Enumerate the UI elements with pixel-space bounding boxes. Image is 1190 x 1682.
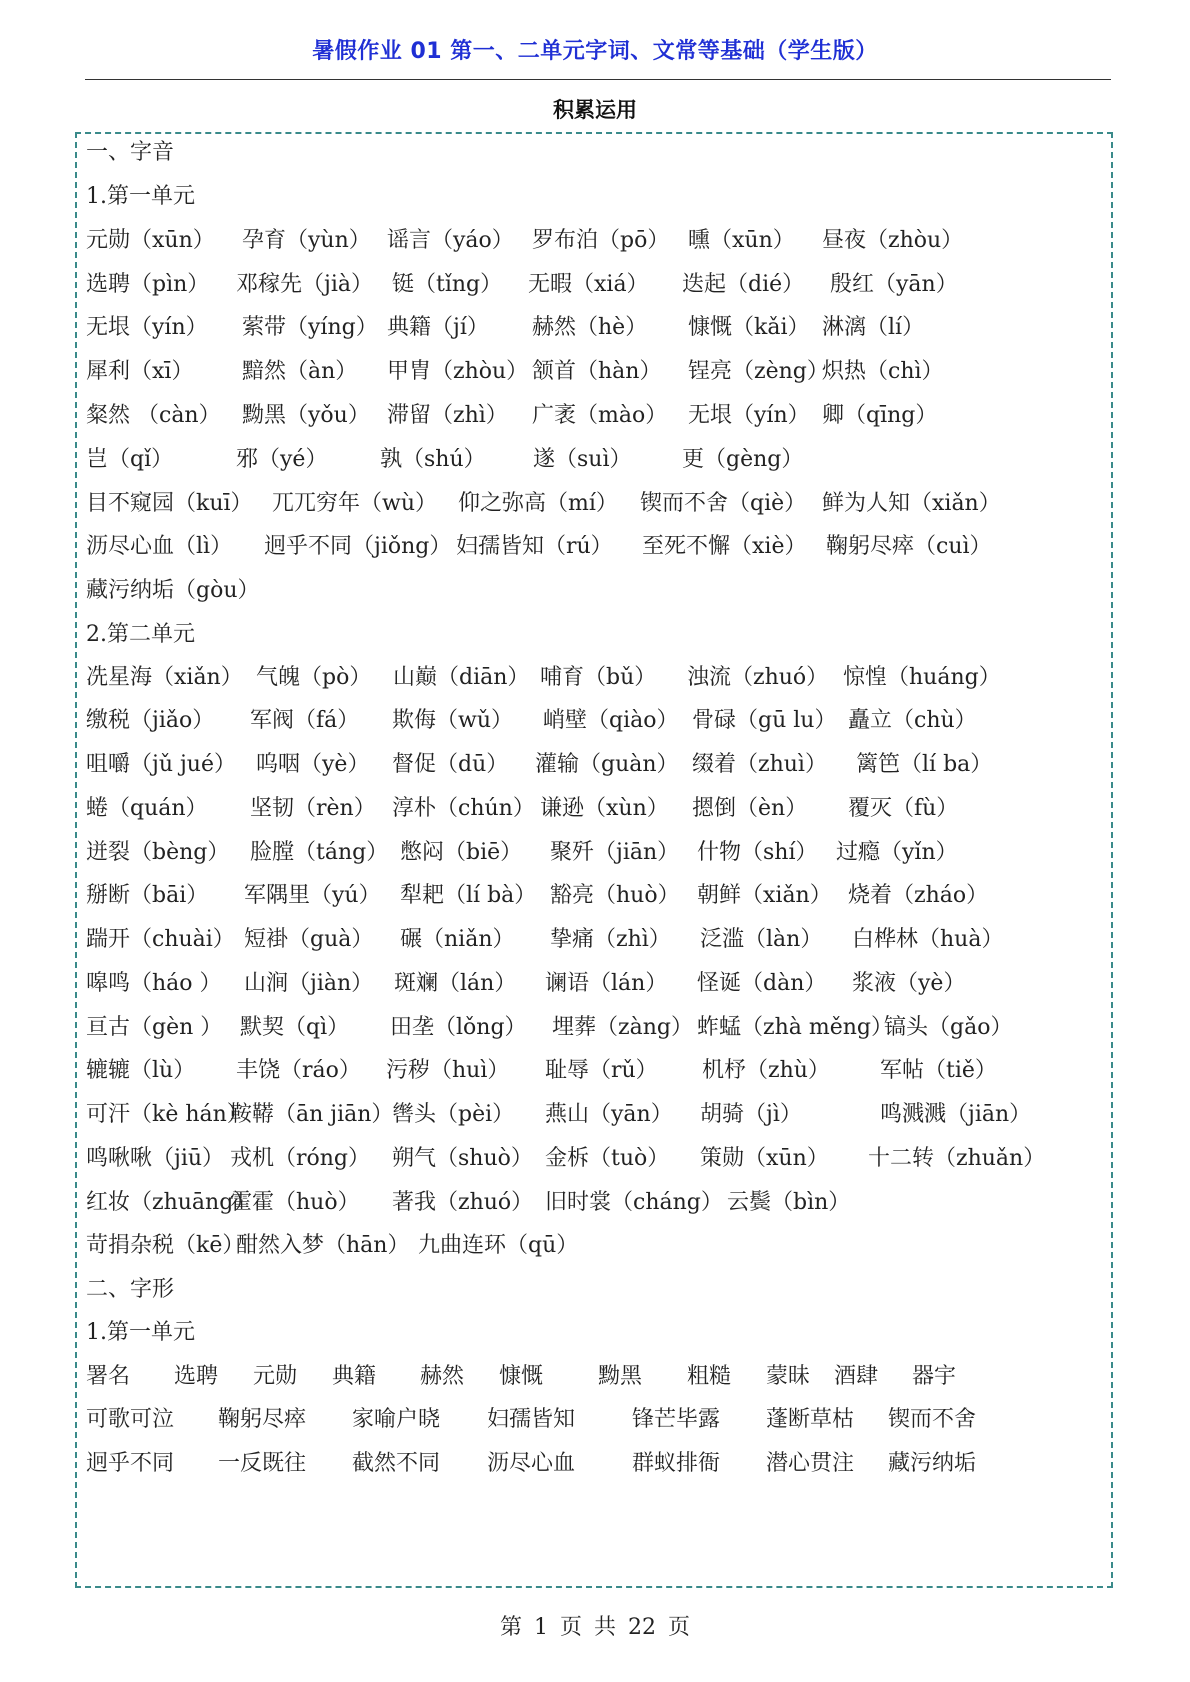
word-entry: 蓬断草枯 xyxy=(766,1407,855,1432)
word-entry: 军阀（fá） xyxy=(250,708,360,733)
word-entry: 仰之弥高（mí） xyxy=(458,491,618,516)
word-entry: 可汗（kè hán） xyxy=(86,1102,249,1127)
word-entry: 蒙昧 xyxy=(766,1364,811,1389)
word-entry: 滞留（zhì） xyxy=(387,403,508,428)
word-entry: 冼星海（xiǎn） xyxy=(86,665,243,690)
word-entry: 鸣啾啾（jiū） xyxy=(86,1146,225,1171)
word-entry: 鞠躬尽瘁 xyxy=(218,1407,307,1432)
footer-total-word: 页 xyxy=(668,1615,691,1640)
word-entry: 缴税（jiǎo） xyxy=(86,708,215,733)
section-heading: 1.第一单元 xyxy=(86,184,195,209)
word-entry: 典籍 xyxy=(332,1364,377,1389)
word-entry: 至死不懈（xiè） xyxy=(642,534,807,559)
word-entry: 机杼（zhù） xyxy=(702,1058,830,1083)
word-entry: 镐头（gǎo） xyxy=(884,1015,1013,1040)
word-entry: 十二转（zhuǎn） xyxy=(868,1146,1046,1171)
word-entry: 浆液（yè） xyxy=(852,971,966,996)
word-entry: 鸣溅溅（jiān） xyxy=(880,1102,1032,1127)
word-entry: 浊流（zhuó） xyxy=(687,665,829,690)
word-entry: 金柝（tuò） xyxy=(545,1146,670,1171)
word-entry: 灌输（guàn） xyxy=(535,752,679,777)
word-entry: 掰断（bāi） xyxy=(86,883,209,908)
word-entry: 辔头（pèi） xyxy=(392,1102,515,1127)
word-entry: 曛（xūn） xyxy=(688,228,795,253)
word-entry: 呜咽（yè） xyxy=(256,752,370,777)
word-entry: 锋芒毕露 xyxy=(632,1407,721,1432)
word-entry: 铤（tǐng） xyxy=(392,272,503,297)
word-entry: 家喻户晓 xyxy=(352,1407,441,1432)
word-entry: 酒肆 xyxy=(834,1364,879,1389)
word-entry: 目不窥园（kuī） xyxy=(86,491,253,516)
section-heading: 1.第一单元 xyxy=(86,1320,195,1345)
word-entry: 耻辱（rǔ） xyxy=(545,1058,658,1083)
word-entry: 卿（qīng） xyxy=(822,403,938,428)
word-entry: 霍霍（huò） xyxy=(230,1190,360,1215)
word-entry: 岂（qǐ） xyxy=(86,447,174,472)
word-entry: 鞍鞯（ān jiān） xyxy=(230,1102,394,1127)
word-entry: 胡骑（jì） xyxy=(700,1102,802,1127)
word-entry: 器宇 xyxy=(912,1364,957,1389)
word-entry: 赫然 xyxy=(420,1364,465,1389)
word-entry: 鲜为人知（xiǎn） xyxy=(822,491,1001,516)
word-entry: 督促（dū） xyxy=(392,752,509,777)
word-entry: 哺育（bǔ） xyxy=(540,665,657,690)
word-entry: 过瘾（yǐn） xyxy=(836,840,958,865)
word-entry: 群蚁排衙 xyxy=(632,1451,721,1476)
word-entry: 无暇（xiá） xyxy=(528,272,649,297)
word-entry: 短褂（guà） xyxy=(244,927,374,952)
word-entry: 惊惶（huáng） xyxy=(843,665,1001,690)
word-entry: 典籍（jí） xyxy=(387,315,489,340)
word-entry: 迭起（dié） xyxy=(682,272,805,297)
word-entry: 旧时裳（cháng） xyxy=(545,1190,723,1215)
word-entry: 慷慨（kǎi） xyxy=(688,315,810,340)
word-entry: 丰饶（ráo） xyxy=(236,1058,361,1083)
footer-prefix: 第 xyxy=(499,1615,522,1640)
word-entry: 田垄（lǒng） xyxy=(390,1015,527,1040)
word-entry: 元勋（xūn） xyxy=(86,228,215,253)
word-entry: 嗥鸣（háo ） xyxy=(86,971,222,996)
word-entry: 军帖（tiě） xyxy=(880,1058,997,1083)
word-entry: 孕育（yùn） xyxy=(242,228,371,253)
word-entry: 埋葬（zàng） xyxy=(552,1015,693,1040)
page-footer xyxy=(0,1610,1190,1641)
word-entry: 欺侮（wǔ） xyxy=(392,708,514,733)
word-entry: 踹开（chuài） xyxy=(86,927,235,952)
word-entry: 署名 xyxy=(86,1364,131,1389)
word-entry: 污秽（huì） xyxy=(386,1058,510,1083)
word-entry: 泛滥（làn） xyxy=(700,927,823,952)
word-entry: 无垠（yín） xyxy=(86,315,208,340)
word-entry: 粲然 （càn） xyxy=(86,403,221,428)
word-entry: 摁倒（èn） xyxy=(692,796,808,821)
footer-page-number: 1 xyxy=(533,1615,548,1640)
word-entry: 甲胄（zhòu） xyxy=(387,359,529,384)
word-entry: 戎机（róng） xyxy=(230,1146,371,1171)
word-entry: 犀利（xī） xyxy=(86,359,194,384)
word-entry: 潜心贯注 xyxy=(766,1451,855,1476)
word-entry: 燕山（yān） xyxy=(545,1102,673,1127)
word-entry: 军隅里（yú） xyxy=(244,883,381,908)
word-entry: 迸裂（bèng） xyxy=(86,840,230,865)
word-entry: 谰语（lán） xyxy=(545,971,668,996)
word-entry: 昼夜（zhòu） xyxy=(822,228,964,253)
word-entry: 兀兀穷年（wù） xyxy=(272,491,438,516)
word-entry: 可歌可泣 xyxy=(86,1407,175,1432)
word-entry: 覆灭（fù） xyxy=(848,796,959,821)
word-entry: 黝黑 xyxy=(598,1364,643,1389)
word-entry: 锲而不舍（qiè） xyxy=(640,491,807,516)
word-entry: 谦逊（xùn） xyxy=(540,796,669,821)
word-entry: 藏污纳垢 xyxy=(888,1451,977,1476)
word-entry: 殷红（yān） xyxy=(830,272,958,297)
word-entry: 骨碌（gū lu） xyxy=(692,708,837,733)
word-entry: 元勋 xyxy=(253,1364,298,1389)
word-entry: 挚痛（zhì） xyxy=(550,927,671,952)
word-entry: 沥尽心血（lì） xyxy=(86,534,233,559)
word-entry: 策勋（xūn） xyxy=(700,1146,829,1171)
word-entry: 聚歼（jiān） xyxy=(550,840,680,865)
word-entry: 脸膛（táng） xyxy=(250,840,389,865)
word-entry: 遂（suì） xyxy=(533,447,632,472)
word-entry: 萦带（yíng） xyxy=(242,315,378,340)
header-divider xyxy=(85,79,1111,80)
footer-total-pages: 22 xyxy=(628,1615,657,1640)
word-entry: 豁亮（huò） xyxy=(550,883,680,908)
word-entry: 矗立（chù） xyxy=(848,708,977,733)
word-entry: 广袤（mào） xyxy=(532,403,668,428)
word-entry: 锲而不舍 xyxy=(888,1407,977,1432)
word-entry: 赫然（hè） xyxy=(532,315,648,340)
word-entry: 孰（shú） xyxy=(380,447,486,472)
word-entry: 沥尽心血 xyxy=(487,1451,576,1476)
word-entry: 邪（yé） xyxy=(236,447,328,472)
word-entry: 朝鲜（xiǎn） xyxy=(697,883,832,908)
word-entry: 淳朴（chún） xyxy=(392,796,535,821)
word-entry: 烧着（zháo） xyxy=(848,883,989,908)
word-entry: 九曲连环（qū） xyxy=(418,1233,579,1258)
word-entry: 默契（qì） xyxy=(240,1015,350,1040)
word-entry: 山巅（diān） xyxy=(393,665,530,690)
word-entry: 著我（zhuó） xyxy=(392,1190,534,1215)
word-entry: 缀着（zhuì） xyxy=(692,752,827,777)
word-entry: 妇孺皆知（rú） xyxy=(456,534,613,559)
word-entry: 妇孺皆知 xyxy=(487,1407,576,1432)
word-entry: 蜷（quán） xyxy=(86,796,208,821)
word-entry: 黯然（àn） xyxy=(242,359,358,384)
word-entry: 憋闷（biē） xyxy=(400,840,523,865)
word-entry: 云鬓（bìn） xyxy=(727,1190,851,1215)
word-entry: 白桦林（huà） xyxy=(852,927,1004,952)
word-entry: 迥乎不同（jiǒng） xyxy=(264,534,452,559)
word-entry: 蚱蜢（zhà měng） xyxy=(697,1015,894,1040)
word-entry: 篱笆（lí ba） xyxy=(856,752,993,777)
word-entry: 选聘（pìn） xyxy=(86,272,210,297)
word-entry: 迥乎不同 xyxy=(86,1451,175,1476)
word-entry: 红妆（zhuāng） xyxy=(86,1190,256,1215)
word-entry: 咀嚼（jǔ jué） xyxy=(86,752,236,777)
word-entry: 粗糙 xyxy=(687,1364,732,1389)
word-entry: 无垠（yín） xyxy=(688,403,810,428)
word-entry: 气魄（pò） xyxy=(256,665,372,690)
word-entry: 怪诞（dàn） xyxy=(697,971,827,996)
page-header-title: 暑假作业 01 第一、二单元字词、文常等基础（学生版） xyxy=(312,39,878,64)
word-entry: 犁耙（lí bà） xyxy=(400,883,537,908)
footer-total-prefix: 共 xyxy=(594,1615,617,1640)
word-entry: 苛捐杂税（kē） xyxy=(86,1233,245,1258)
word-entry: 酣然入梦（hān） xyxy=(236,1233,410,1258)
word-entry: 锃亮（zèng） xyxy=(688,359,829,384)
word-entry: 藏污纳垢（gòu） xyxy=(86,578,260,603)
section-heading: 一、字音 xyxy=(86,140,175,165)
section-title: 积累运用 xyxy=(553,98,637,122)
word-entry: 黝黑（yǒu） xyxy=(242,403,370,428)
word-entry: 颔首（hàn） xyxy=(532,359,662,384)
word-entry: 谣言（yáo） xyxy=(387,228,514,253)
section-heading: 二、字形 xyxy=(86,1277,175,1302)
word-entry: 碾（niǎn） xyxy=(400,927,515,952)
word-entry: 截然不同 xyxy=(352,1451,441,1476)
word-entry: 慷慨 xyxy=(499,1364,544,1389)
word-entry: 鞠躬尽瘁（cuì） xyxy=(826,534,992,559)
footer-page-word: 页 xyxy=(559,1615,582,1640)
word-entry: 山涧（jiàn） xyxy=(244,971,374,996)
word-entry: 邓稼先（jià） xyxy=(236,272,373,297)
word-entry: 朔气（shuò） xyxy=(392,1146,533,1171)
word-entry: 选聘 xyxy=(174,1364,219,1389)
word-entry: 罗布泊（pō） xyxy=(532,228,670,253)
word-entry: 更（gèng） xyxy=(682,447,804,472)
word-entry: 亘古（gèn ） xyxy=(86,1015,223,1040)
word-entry: 一反既往 xyxy=(218,1451,307,1476)
word-entry: 淋漓（lí） xyxy=(822,315,925,340)
word-entry: 峭壁（qiào） xyxy=(543,708,679,733)
word-entry: 坚韧（rèn） xyxy=(250,796,376,821)
word-entry: 辘辘（lù） xyxy=(86,1058,196,1083)
word-entry: 什物（shí） xyxy=(697,840,818,865)
word-entry: 炽热（chì） xyxy=(822,359,944,384)
word-entry: 斑斓（lán） xyxy=(394,971,517,996)
section-heading: 2.第二单元 xyxy=(86,622,195,647)
